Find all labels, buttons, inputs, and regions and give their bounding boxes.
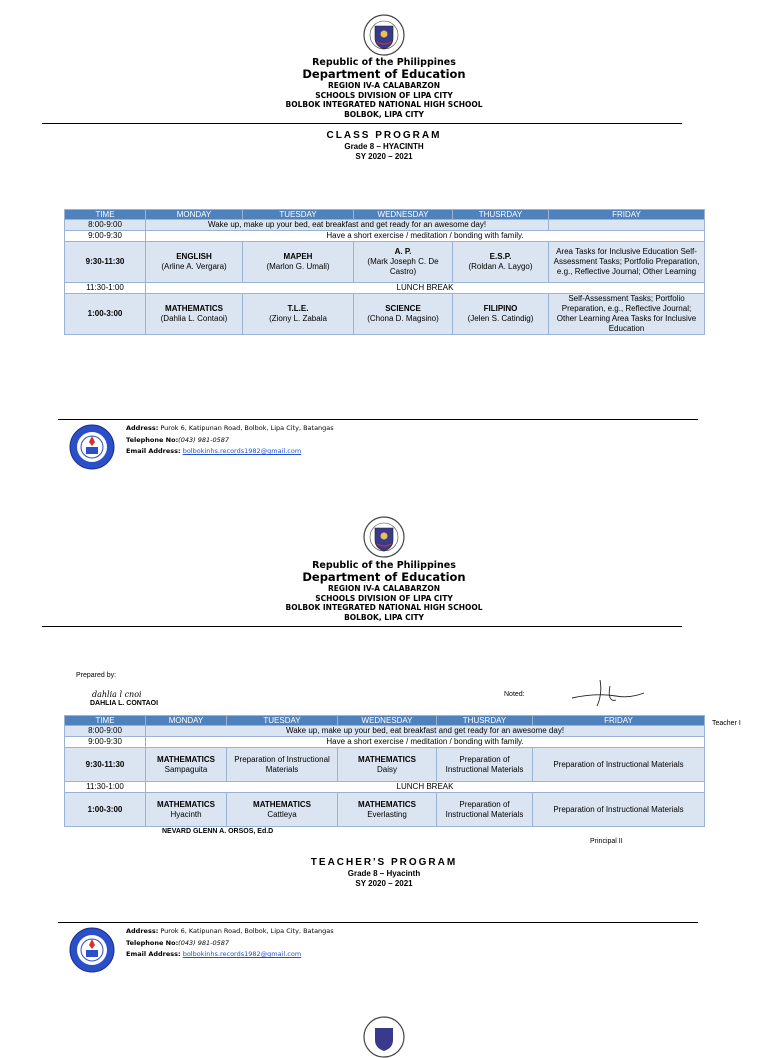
time-cell: 9:00-9:30 [65,737,146,748]
phone-label: Telephone No: [126,435,179,444]
activity-cell: Have a short exercise / meditation / bonding with family. [146,737,705,748]
school-logo-icon [68,926,116,974]
subject-cell [146,242,243,283]
phone-value: (043) 981-0587 [178,435,230,444]
table-row [65,782,705,793]
subject-name: MATHEMATICS [253,799,311,809]
column-header: MONDAY [146,716,227,726]
lunch-break-cell: LUNCH BREAK [146,283,705,294]
time-label: 1:00-3:00 [87,309,123,318]
teacher-program-title: TEACHER'S PROGRAM [310,857,458,868]
table-row [65,748,705,782]
class-cell: Preparation of Instructional Materials [227,748,338,782]
preparer-signature: dahlia l cnoi [92,690,142,699]
subject-name: E.S.P. [489,252,512,261]
friday-tasks-cell: Preparation of Instructional Materials [533,793,705,827]
footer-divider [58,419,698,420]
subject-name: MATHEMATICS [157,799,215,809]
subject-name: MAPEH [283,252,313,261]
teacher-name: (Chona D. Magsino) [367,314,439,323]
address-line [126,926,334,938]
subject-cell [243,294,354,335]
class-cell [146,793,227,827]
column-header: TUESDAY [227,716,338,726]
department-text: Department of Education [302,570,466,584]
subject-cell [243,242,354,283]
time-cell [65,294,146,335]
class-program-sy: SY 2020 – 2021 [355,152,413,161]
column-header: WEDNESDAY [338,716,437,726]
table-row [65,220,705,231]
teacher-program-table [64,715,705,827]
time-cell [65,242,146,283]
noted-label: Noted: [504,691,525,698]
republic-text: Republic of the Philippines [312,560,456,571]
section-name: Cattleya [267,809,297,819]
address-value: Purok 6, Katipunan Road, Bolbok, Lipa City, Batangas [160,424,334,432]
class-cell [227,793,338,827]
address-line [126,423,334,435]
teacher-name: (Marlon G. Umali) [266,262,330,271]
teacher-program-grade: Grade 8 – Hyacinth [347,869,421,878]
deped-seal-icon [363,14,405,56]
table-row [65,726,705,737]
principal-signature-icon [570,676,646,708]
table-row [65,242,705,283]
teacher-name: (Arline A. Vergara) [161,262,227,271]
teacher-name: (Roldan A. Laygo) [468,262,533,271]
email-label: Email Address: [126,950,181,958]
phone-line [126,938,334,950]
table-header-row [65,716,705,726]
table-row [65,793,705,827]
time-label: 9:30-11:30 [85,759,125,769]
subject-cell [453,294,549,335]
friday-tasks-cell: Area Tasks for Inclusive Education Self-Assessment Tasks; Portfolio Preparation, e.g., Reflective Journal; Other Learning [549,242,705,283]
class-program-title: CLASS PROGRAM [326,130,442,141]
email-link[interactable]: bolbokinhs.records1982@gmail.com [182,447,302,455]
principal-name: NEVARD GLENN A. ORSOS, Ed.D [162,828,274,835]
prepared-by-label: Prepared by: [76,672,117,679]
class-cell [338,748,437,782]
header-divider [42,123,682,124]
table-header-row [65,210,705,220]
column-header: TIME [65,716,146,726]
empty-cell [549,220,705,231]
division-text: SCHOOLS DIVISION OF LIPA CITY [315,593,453,603]
region-text: REGION IV-A CALABARZON [328,584,440,593]
time-cell [65,793,146,827]
section-name: Sampaguita [164,764,208,774]
table-row [65,737,705,748]
subject-cell [453,242,549,283]
class-program-grade: Grade 8 – HYACINTH [344,142,424,151]
activity-cell: Wake up, make up your bed, eat breakfast and get ready for an awesome day! [146,726,705,737]
time-cell: 8:00-9:00 [65,220,146,231]
region-text: REGION IV-A CALABARZON [328,81,440,90]
republic-text: Republic of the Philippines [312,57,456,68]
email-line [126,446,334,458]
location-text: BOLBOK, LIPA CITY [344,612,424,622]
deped-seal-icon [363,516,405,558]
location-text: BOLBOK, LIPA CITY [344,109,424,119]
time-cell: 11:30-1:00 [65,782,146,793]
column-header: THUSRDAY [453,210,549,220]
column-header: FRIDAY [549,210,705,220]
activity-cell: Wake up, make up your bed, eat breakfast and get ready for an awesome day! [146,220,549,231]
letterhead [0,560,768,622]
class-program-title-block [0,129,768,162]
class-cell: Preparation of Instructional Materials [437,748,533,782]
phone-value: (043) 981-0587 [178,938,230,947]
section-name: Daisy [376,764,397,774]
section-name: Everlasting [367,809,407,819]
column-header: FRIDAY [533,716,705,726]
time-label: 9:30-11:30 [85,257,125,266]
class-cell [146,748,227,782]
class-program-table [64,209,705,335]
subject-name: SCIENCE [385,304,421,313]
footer-contact [126,926,334,961]
teacher-program-sy: SY 2020 – 2021 [355,879,413,888]
footer-contact [126,423,334,458]
email-line [126,949,334,961]
time-label: 1:00-3:00 [87,804,123,814]
subject-name: A. P. [394,247,412,256]
address-label: Address: [126,927,159,935]
teacher-name: (Jelen S. Catindig) [467,314,534,323]
subject-name: ENGLISH [176,252,212,261]
deped-seal-icon [363,1016,405,1058]
subject-name: MATHEMATICS [157,754,215,764]
activity-cell: Have a short exercise / meditation / bonding with family. [146,231,705,242]
letterhead [0,57,768,119]
column-header: TIME [65,210,146,220]
section-name: Hyacinth [170,809,202,819]
class-cell: Preparation of Instructional Materials [437,793,533,827]
school-text: BOLBOK INTEGRATED NATIONAL HIGH SCHOOL [285,603,483,612]
address-value: Purok 6, Katipunan Road, Bolbok, Lipa City, Batangas [160,927,334,935]
phone-label: Telephone No: [126,938,179,947]
email-link[interactable]: bolbokinhs.records1982@gmail.com [182,950,302,958]
teacher-rank: Teacher I [712,720,741,727]
time-cell: 9:00-9:30 [65,231,146,242]
column-header: TUESDAY [243,210,354,220]
subject-name: FILIPINO [483,304,518,313]
footer-divider [58,922,698,923]
department-text: Department of Education [302,67,466,81]
friday-tasks-cell: Self-Assessment Tasks; Portfolio Preparation, e.g., Reflective Journal; Other Learning Area Tasks for Inclusive Education [549,294,705,335]
column-header: THUSRDAY [437,716,533,726]
friday-tasks-cell: Preparation of Instructional Materials [533,748,705,782]
principal-rank: Principal II [590,838,623,845]
lunch-break-cell: LUNCH BREAK [146,782,705,793]
preparer-name: DAHLIA L. CONTAOI [90,700,159,707]
school-logo-icon [68,423,116,471]
subject-name: MATHEMATICS [358,754,416,764]
division-text: SCHOOLS DIVISION OF LIPA CITY [315,90,453,100]
subject-cell [354,242,453,283]
header-divider [42,626,682,627]
table-row [65,294,705,335]
address-label: Address: [126,424,159,432]
class-cell [338,793,437,827]
column-header: MONDAY [146,210,243,220]
time-cell: 8:00-9:00 [65,726,146,737]
time-cell [65,748,146,782]
teacher-name: (Ziony L. Zabala [269,314,327,323]
phone-line [126,435,334,447]
subject-name: T.L.E. [287,304,309,313]
subject-name: MATHEMATICS [165,304,223,313]
email-label: Email Address: [126,447,181,455]
subject-cell [146,294,243,335]
school-text: BOLBOK INTEGRATED NATIONAL HIGH SCHOOL [285,100,483,109]
teacher-program-title-block [0,856,768,889]
table-row [65,231,705,242]
time-cell: 11:30-1:00 [65,283,146,294]
column-header: WEDNESDAY [354,210,453,220]
teacher-name: (Dahlia L. Contaoi) [160,314,228,323]
teacher-name: (Mark Joseph C. De Castro) [367,257,439,276]
subject-cell [354,294,453,335]
table-row [65,283,705,294]
subject-name: MATHEMATICS [358,799,416,809]
